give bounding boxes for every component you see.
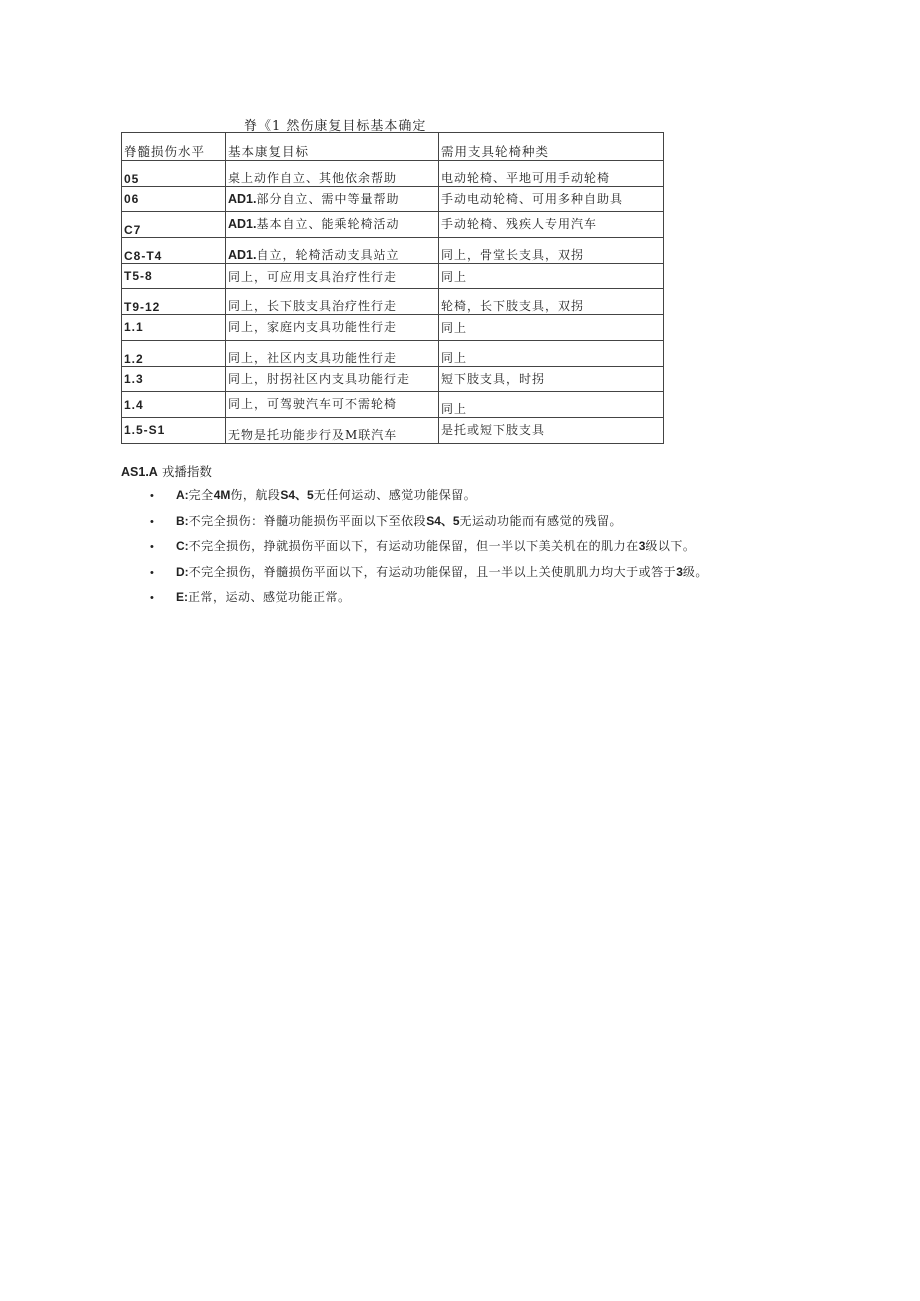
cell-goal — [226, 238, 439, 264]
header-device: 需用支具轮椅种类 — [439, 133, 664, 161]
bullet-icon: • — [150, 592, 155, 604]
cell-goal — [226, 340, 439, 366]
asia-grade-list — [150, 486, 708, 614]
goal-text: 桌上动作自立、其他依余帮助 — [228, 170, 398, 185]
grade-text: 完全 — [188, 488, 214, 502]
cell-goal — [226, 289, 439, 315]
cell-goal — [226, 186, 439, 212]
cell-level: C7 — [122, 212, 226, 238]
bullet-icon: • — [150, 515, 155, 528]
document-title: 脊《1 然伤康复目标基本确定 — [244, 119, 427, 134]
table-row — [122, 392, 664, 418]
table-row — [122, 238, 664, 264]
goal-text: 同上，社区内支具功能性行走 — [228, 350, 398, 365]
goal-prefix: AD1. — [228, 191, 257, 206]
cell-device: 手动电动轮椅、可用多种自助具 — [439, 186, 664, 212]
goal-text: 同上，可应用支具治疗性行走 — [228, 269, 398, 284]
goal-prefix: AD1. — [228, 217, 257, 232]
cell-goal — [226, 315, 439, 341]
header-goal: 基本康复目标 — [226, 133, 439, 161]
cell-goal — [226, 161, 439, 187]
grade-text: 无任何运动、感觉功能保留。 — [313, 488, 477, 502]
cell-device: 电动轮椅、平地可用手动轮椅 — [439, 161, 664, 187]
cell-device: 同上 — [439, 392, 664, 418]
list-item — [150, 588, 708, 614]
goal-text: 同上，家庭内支具功能性行走 — [228, 320, 398, 335]
cell-device: 轮椅，长下肢支具，双拐 — [439, 289, 664, 315]
grade-key: A: — [176, 488, 189, 502]
cell-level: T9-12 — [122, 289, 226, 315]
table-row — [122, 186, 664, 212]
table-row — [122, 212, 664, 238]
grade-text: 级。 — [682, 564, 708, 579]
bullet-icon: • — [150, 566, 155, 579]
asia-heading — [121, 462, 212, 480]
grade-text-bold: S4、5 — [280, 488, 314, 502]
cell-level: 1.3 — [122, 366, 226, 392]
cell-device: 手动轮椅、残疾人专用汽车 — [439, 212, 664, 238]
cell-device: 同上 — [439, 315, 664, 341]
cell-goal — [226, 212, 439, 238]
list-item — [150, 512, 708, 538]
grade-text: 不完全损伤：脊髓功能损伤平面以下至依段 — [188, 513, 427, 528]
table-header-row — [122, 133, 664, 161]
cell-goal — [226, 392, 439, 418]
cell-level: 1.4 — [122, 392, 226, 418]
goal-text: 无物是托功能步行及M联汽车 — [228, 427, 398, 442]
cell-device: 是托或短下肢支具 — [439, 417, 664, 443]
header-level: 脊髓损伤水平 — [122, 133, 226, 161]
grade-text: 正常，运动、感觉功能正常。 — [188, 590, 351, 604]
asia-code: AS1.A — [121, 465, 158, 479]
cell-level: 1.5-S1 — [122, 417, 226, 443]
goal-prefix: AD1. — [228, 247, 257, 262]
grade-text-bold: 3 — [676, 564, 683, 579]
table-row — [122, 366, 664, 392]
grade-key: E: — [176, 590, 188, 604]
grade-text-bold: 4M — [213, 488, 231, 502]
grade-key: B: — [176, 513, 189, 528]
rehab-goals-table — [121, 132, 664, 444]
cell-device: 短下肢支具，时拐 — [439, 366, 664, 392]
goal-text: 同上，可驾驶汽车可不需轮椅 — [228, 397, 398, 412]
grade-text: 级以下。 — [645, 539, 696, 553]
goal-text: 部分自立、需中等量帮助 — [256, 191, 400, 206]
table-row — [122, 263, 664, 289]
grade-key: C: — [176, 539, 189, 553]
table-row — [122, 417, 664, 443]
table-row — [122, 315, 664, 341]
grade-text: 伤，航段 — [230, 488, 281, 502]
cell-device: 同上 — [439, 263, 664, 289]
goal-text: 基本自立、能乘轮椅活动 — [256, 217, 400, 232]
cell-level: 06 — [122, 186, 226, 212]
grade-text: 不完全损伤，脊髓损伤平面以下，有运动功能保留，且一半以上关使肌肌力均大于或答于 — [188, 564, 677, 579]
grade-text: 无运动功能而有感觉的残留。 — [459, 513, 623, 528]
cell-goal — [226, 417, 439, 443]
grade-text: 不完全损伤，挣就损伤平面以下，有运动功能保留，但一半以下美关机在的肌力在 — [188, 539, 639, 553]
grade-key: D: — [176, 564, 189, 579]
bullet-icon: • — [150, 490, 155, 502]
bullet-icon: • — [150, 541, 155, 553]
list-item — [150, 486, 708, 512]
cell-level: 1.1 — [122, 315, 226, 341]
table-row — [122, 340, 664, 366]
cell-level: 05 — [122, 161, 226, 187]
grade-text-bold: 3 — [638, 539, 646, 553]
list-item — [150, 563, 708, 589]
table-row — [122, 161, 664, 187]
list-item — [150, 537, 708, 563]
cell-goal — [226, 366, 439, 392]
cell-goal — [226, 263, 439, 289]
cell-level: C8-T4 — [122, 238, 226, 264]
cell-level: T5-8 — [122, 263, 226, 289]
goal-text: 自立，轮椅活动支具站立 — [256, 247, 400, 262]
cell-device: 同上 — [439, 340, 664, 366]
grade-text-bold: S4、5 — [426, 513, 460, 528]
cell-level: 1.2 — [122, 340, 226, 366]
asia-label: 戎播指数 — [161, 464, 212, 479]
table-row — [122, 289, 664, 315]
goal-text: 同上，长下肢支具治疗性行走 — [228, 299, 398, 314]
cell-device: 同上，骨堂长支具，双拐 — [439, 238, 664, 264]
goal-text: 同上，肘拐社区内支具功能行走 — [228, 371, 411, 386]
